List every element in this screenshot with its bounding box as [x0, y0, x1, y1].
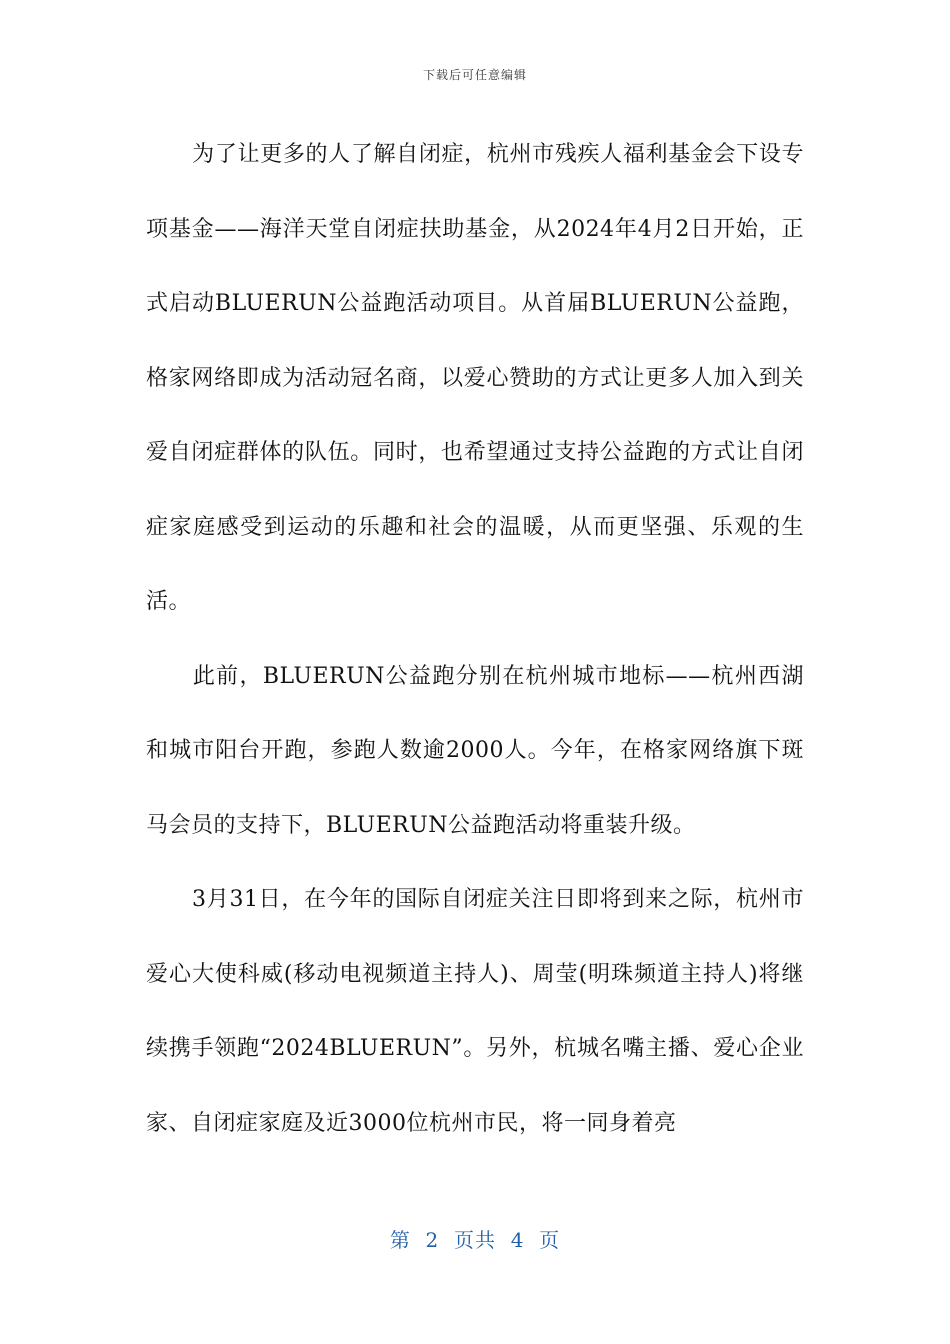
header-note: 下载后可任意编辑	[422, 68, 527, 82]
body-text	[146, 118, 804, 1161]
paragraph	[146, 863, 804, 1161]
page-number: 第 2 页共 4 页	[389, 1228, 561, 1252]
paragraph	[146, 118, 804, 640]
paragraph-text: 3月31日，在今年的国际自闭症关注日即将到来之际，杭州市爱心大使科威(移动电视频道主持人)、周莹(明珠频道主持人)将继续携手领跑“2024BLUERUN”。另外，杭城名嘴主播、爱心企业家、自闭症家庭及近3000位杭州市民，将一同身着亮	[146, 887, 804, 1136]
paragraph-text: 此前，BLUERUN公益跑分别在杭州城市地标——杭州西湖和城市阳台开跑，参跑人数逾2000人。今年，在格家网络旗下斑马会员的支持下，BLUERUN公益跑活动将重装升级。	[146, 663, 804, 838]
paragraph-text: 为了让更多的人了解自闭症，杭州市残疾人福利基金会下设专项基金——海洋天堂自闭症扶助基金，从2024年4月2日开始，正式启动BLUERUN公益跑活动项目。从首届BLUERUN公益跑，格家网络即成为活动冠名商，以爱心赞助的方式让更多人加入到关爱自闭症群体的队伍。同时，也希望通过支持公益跑的方式让自闭症家庭感受到运动的乐趣和社会的温暖，从而更坚强、乐观的生活。	[146, 142, 804, 614]
paragraph	[146, 640, 804, 864]
